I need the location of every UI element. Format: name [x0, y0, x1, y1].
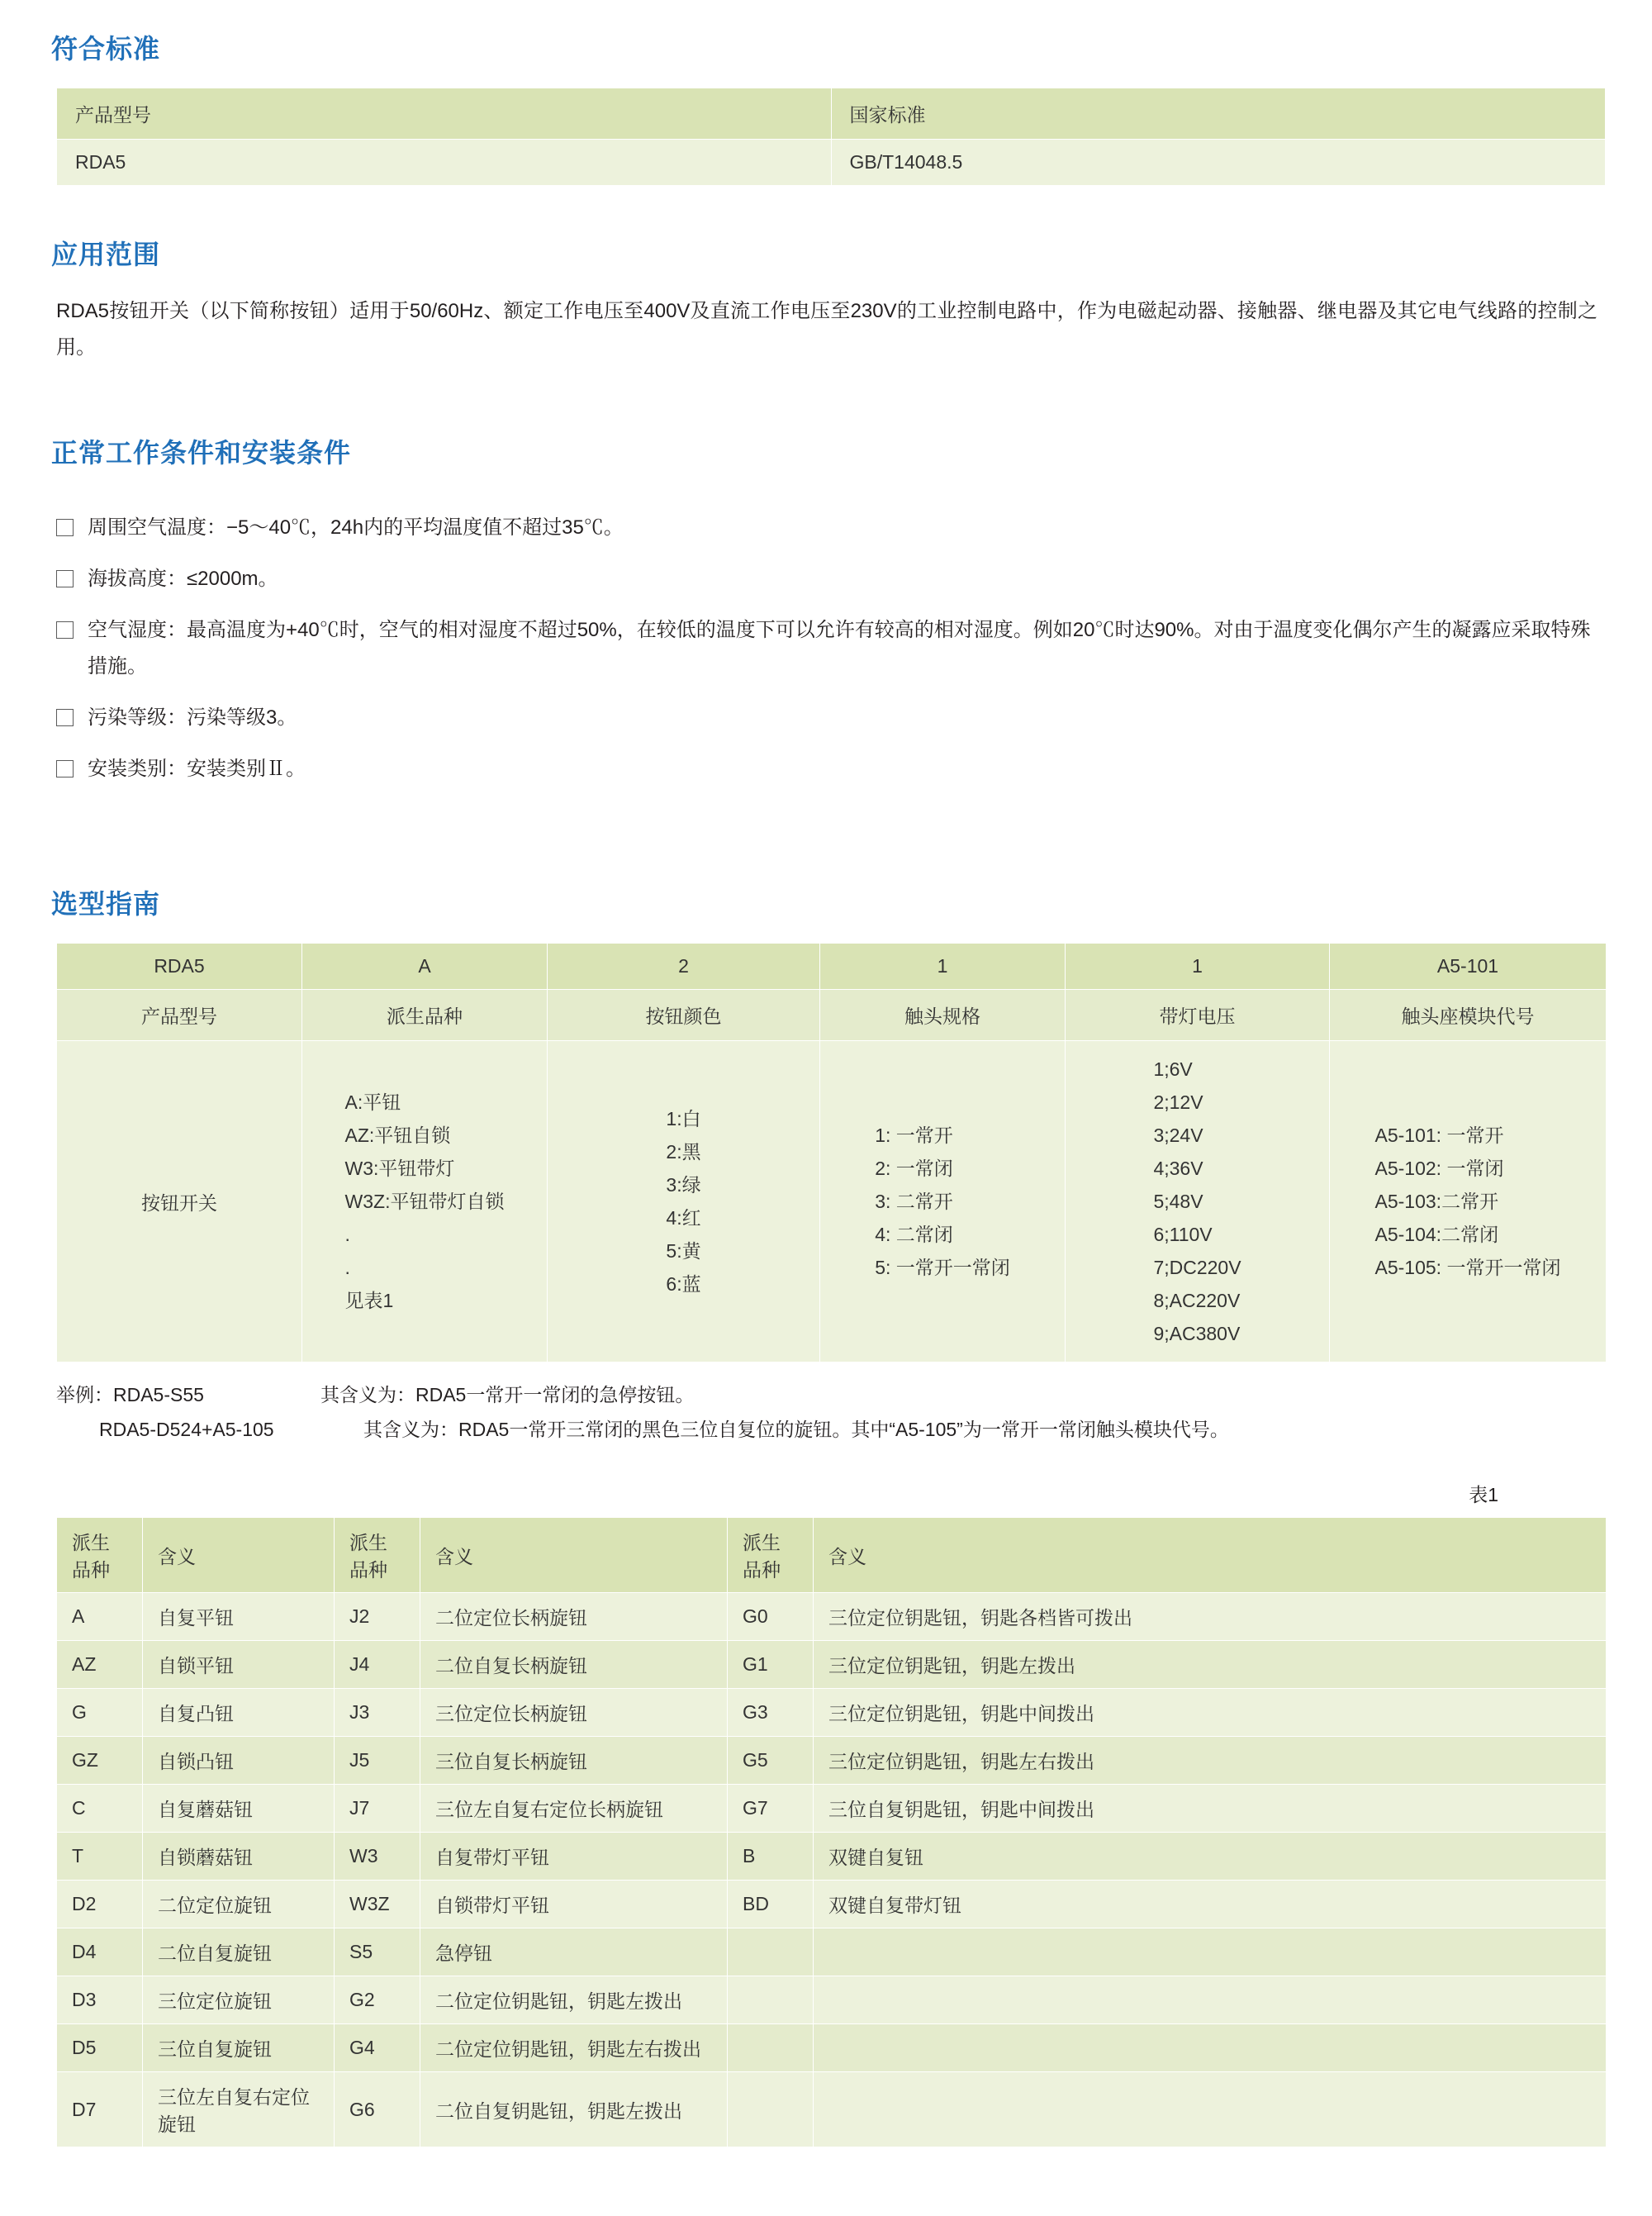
standards-header-standard: 国家标准 [831, 88, 1606, 140]
table-row [57, 1689, 1607, 1737]
list-item [56, 700, 1601, 736]
examples-block [56, 1377, 1601, 1447]
standards-value-standard: GB/T14048.5 [831, 140, 1606, 186]
condition-text: 周围空气温度：−5～40℃，24h内的平均温度值不超过35℃。 [88, 516, 624, 539]
deriv-cell: C [57, 1785, 143, 1833]
table-row [57, 1641, 1607, 1689]
table-row [57, 140, 1606, 186]
deriv-cell: BD [728, 1881, 814, 1928]
table-row [57, 1737, 1607, 1785]
deriv-cell: 双键自复钮 [814, 1833, 1607, 1881]
checkbox-icon [56, 760, 74, 778]
checkbox-icon [56, 519, 74, 536]
guide-code-5: A5-101 [1330, 944, 1607, 990]
table-row [57, 88, 1606, 140]
list-item [56, 612, 1601, 685]
deriv-header-5: 含义 [814, 1518, 1607, 1593]
deriv-cell [728, 2024, 814, 2072]
guide-code-4: 1 [1066, 944, 1330, 990]
guide-detail-contact [820, 1041, 1066, 1362]
table-row [57, 1593, 1607, 1641]
list-item: A5-103:二常开 [1374, 1191, 1499, 1212]
deriv-cell: 三位定位钥匙钮，钥匙各档皆可拨出 [814, 1593, 1607, 1641]
list-item: 4;36V [1153, 1158, 1203, 1179]
deriv-cell [814, 1928, 1607, 1976]
deriv-cell: G6 [335, 2072, 420, 2147]
guide-detail-voltage-list [1153, 1053, 1241, 1350]
deriv-cell: D5 [57, 2024, 143, 2072]
list-item: A5-101: 一常开 [1374, 1125, 1504, 1146]
guide-label-0: 产品型号 [57, 990, 302, 1041]
list-item: 2:黑 [666, 1141, 701, 1163]
example-meaning: 其含义为：RDA5一常开一常闭的急停按钮。 [320, 1384, 695, 1405]
deriv-cell: GZ [57, 1737, 143, 1785]
deriv-cell: 三位自复旋钮 [143, 2024, 335, 2072]
deriv-cell: 三位左自复右定位长柄旋钮 [420, 1785, 728, 1833]
checkbox-icon [56, 570, 74, 587]
list-item: 5:黄 [666, 1240, 701, 1262]
table-row [57, 1881, 1607, 1928]
deriv-cell: G7 [728, 1785, 814, 1833]
deriv-cell: 自复带灯平钮 [420, 1833, 728, 1881]
deriv-cell: 三位定位钥匙钮，钥匙左右拨出 [814, 1737, 1607, 1785]
list-item [56, 561, 1601, 597]
deriv-cell [728, 1976, 814, 2024]
spacer [51, 802, 1601, 850]
standards-value-model: RDA5 [57, 140, 832, 186]
example-row [56, 1377, 1601, 1412]
deriv-cell: D2 [57, 1881, 143, 1928]
deriv-cell: 三位定位长柄旋钮 [420, 1689, 728, 1737]
deriv-cell: 自复平钮 [143, 1593, 335, 1641]
deriv-cell: J4 [335, 1641, 420, 1689]
guide-code-2: 2 [548, 944, 820, 990]
list-item: 3;24V [1153, 1125, 1203, 1146]
list-item: . [344, 1257, 350, 1278]
section-title-standards: 符合标准 [51, 34, 161, 64]
spacer [51, 186, 1601, 234]
guide-label-1: 派生品种 [302, 990, 548, 1041]
section-title-conditions: 正常工作条件和安装条件 [51, 438, 352, 468]
deriv-cell: W3 [335, 1833, 420, 1881]
deriv-cell: 三位左自复右定位旋钮 [143, 2072, 335, 2147]
deriv-cell: J7 [335, 1785, 420, 1833]
conditions-list [51, 510, 1601, 787]
deriv-cell: J5 [335, 1737, 420, 1785]
standards-table [56, 88, 1606, 186]
list-item: 1:白 [666, 1108, 701, 1129]
list-item: 5;48V [1153, 1191, 1203, 1212]
deriv-cell [728, 2072, 814, 2147]
deriv-cell: J3 [335, 1689, 420, 1737]
list-item: 4: 二常闭 [875, 1224, 953, 1245]
list-item: 3: 二常开 [875, 1191, 953, 1212]
list-item: A5-104:二常闭 [1374, 1224, 1499, 1245]
list-item: 2;12V [1153, 1091, 1203, 1113]
derivative-table [56, 1517, 1607, 2147]
deriv-cell: G4 [335, 2024, 420, 2072]
deriv-cell: A [57, 1593, 143, 1641]
deriv-cell: 自复凸钮 [143, 1689, 335, 1737]
list-item: 1: 一常开 [875, 1125, 953, 1146]
deriv-cell [814, 1976, 1607, 2024]
guide-detail-voltage [1066, 1041, 1330, 1362]
list-item: 4:红 [666, 1207, 701, 1229]
guide-label-2: 按钮颜色 [548, 990, 820, 1041]
example-label: RDA5-D524+A5-105 [99, 1419, 274, 1440]
guide-detail-contact-list [875, 1119, 1010, 1284]
deriv-cell: 自锁带灯平钮 [420, 1881, 728, 1928]
guide-detail-color-list [666, 1102, 700, 1301]
deriv-cell: 二位自复长柄旋钮 [420, 1641, 728, 1689]
list-item: A:平钮 [344, 1091, 401, 1113]
list-item: AZ:平钮自锁 [344, 1125, 451, 1146]
checkbox-icon [56, 621, 74, 639]
list-item: 2: 一常闭 [875, 1158, 953, 1179]
list-item [56, 751, 1601, 787]
deriv-cell: 二位定位旋钮 [143, 1881, 335, 1928]
deriv-header-0: 派生品种 [57, 1518, 143, 1593]
standards-header-model: 产品型号 [57, 88, 832, 140]
list-item: . [344, 1224, 350, 1245]
deriv-cell: G [57, 1689, 143, 1737]
deriv-cell: W3Z [335, 1881, 420, 1928]
guide-code-3: 1 [820, 944, 1066, 990]
deriv-cell: 二位自复钥匙钮，钥匙左拨出 [420, 2072, 728, 2147]
list-item: 6;110V [1153, 1224, 1213, 1245]
guide-detail-derivative-list [345, 1086, 505, 1317]
table-row [57, 1928, 1607, 1976]
guide-detail-module-list [1375, 1119, 1561, 1284]
table-row [57, 990, 1607, 1041]
deriv-cell: G0 [728, 1593, 814, 1641]
list-item: 8;AC220V [1153, 1290, 1241, 1311]
deriv-cell: G3 [728, 1689, 814, 1737]
guide-code-1: A [302, 944, 548, 990]
list-item: 7;DC220V [1153, 1257, 1241, 1278]
deriv-cell: 急停钮 [420, 1928, 728, 1976]
list-item: 1;6V [1153, 1058, 1193, 1080]
condition-text: 海拔高度：≤2000m。 [88, 568, 278, 590]
deriv-header-3: 含义 [420, 1518, 728, 1593]
guide-label-3: 触头规格 [820, 990, 1066, 1041]
deriv-cell: 双键自复带灯钮 [814, 1881, 1607, 1928]
table-row [57, 1785, 1607, 1833]
deriv-header-1: 含义 [143, 1518, 335, 1593]
spacer [51, 414, 1601, 432]
deriv-cell: 三位定位钥匙钮，钥匙中间拨出 [814, 1689, 1607, 1737]
deriv-cell: G1 [728, 1641, 814, 1689]
table-row [57, 1833, 1607, 1881]
deriv-cell: 三位自复钥匙钮，钥匙中间拨出 [814, 1785, 1607, 1833]
table-caption: 表1 [1469, 1484, 1498, 1505]
list-item: 9;AC380V [1153, 1323, 1241, 1344]
table-row [57, 2024, 1607, 2072]
guide-detail-derivative [302, 1041, 548, 1362]
deriv-cell: B [728, 1833, 814, 1881]
list-item: 5: 一常开一常闭 [875, 1257, 1010, 1278]
section-title-scope: 应用范围 [51, 240, 161, 269]
condition-text: 污染等级：污染等级3。 [88, 706, 297, 729]
example-label: 举例：RDA5-S55 [56, 1384, 204, 1405]
spacer [51, 366, 1601, 414]
condition-text: 安装类别：安装类别Ⅱ。 [88, 758, 306, 780]
list-item: 6:蓝 [666, 1273, 701, 1295]
deriv-cell: 二位定位钥匙钮，钥匙左右拨出 [420, 2024, 728, 2072]
list-item: A5-105: 一常开一常闭 [1374, 1257, 1561, 1278]
guide-label-5: 触头座模块代号 [1330, 990, 1607, 1041]
spacer [51, 492, 1601, 510]
table-row [57, 2072, 1607, 2147]
deriv-cell [814, 2024, 1607, 2072]
list-item: A5-102: 一常闭 [1374, 1158, 1504, 1179]
deriv-cell: D4 [57, 1928, 143, 1976]
deriv-cell: 自复蘑菇钮 [143, 1785, 335, 1833]
deriv-cell: 三位定位钥匙钮，钥匙左拨出 [814, 1641, 1607, 1689]
list-item: 见表1 [344, 1290, 394, 1311]
deriv-header-2: 派生品种 [335, 1518, 420, 1593]
deriv-cell: J2 [335, 1593, 420, 1641]
example-row [56, 1412, 1601, 1447]
guide-detail-color [548, 1041, 820, 1362]
guide-label-4: 带灯电压 [1066, 990, 1330, 1041]
deriv-cell: 自锁蘑菇钮 [143, 1833, 335, 1881]
deriv-cell: 自锁平钮 [143, 1641, 335, 1689]
guide-code-0: RDA5 [57, 944, 302, 990]
condition-text: 空气湿度：最高温度为+40℃时，空气的相对湿度不超过50%，在较低的温度下可以允许有较高的相对湿度。例如20℃时达90%。对由于温度变化偶尔产生的凝露应采取特殊措施。 [88, 619, 1591, 678]
deriv-cell [728, 1928, 814, 1976]
scope-paragraph: RDA5按钮开关（以下简称按钮）适用于50/60Hz、额定工作电压至400V及直流工作电压至230V的工业控制电路中，作为电磁起动器、接触器、继电器及其它电气线路的控制之用。 [56, 300, 1597, 359]
list-item: W3Z:平钮带灯自锁 [344, 1191, 505, 1212]
spacer [51, 850, 1601, 883]
table-row [57, 944, 1607, 990]
table-row [57, 1518, 1607, 1593]
deriv-cell [814, 2072, 1607, 2147]
deriv-cell: 自锁凸钮 [143, 1737, 335, 1785]
deriv-cell: G5 [728, 1737, 814, 1785]
deriv-cell: 二位定位钥匙钮，钥匙左拨出 [420, 1976, 728, 2024]
checkbox-icon [56, 709, 74, 726]
deriv-cell: 三位自复长柄旋钮 [420, 1737, 728, 1785]
deriv-cell: G2 [335, 1976, 420, 2024]
deriv-cell: D7 [57, 2072, 143, 2147]
derivative-table-body [57, 1518, 1607, 2147]
table-row [57, 1976, 1607, 2024]
example-meaning: 其含义为：RDA5一常开三常闭的黑色三位自复位的旋钮。其中“A5-105”为一常开一常闭触头模块代号。 [363, 1419, 1229, 1440]
list-item: 3:绿 [666, 1174, 701, 1196]
deriv-cell: 三位定位旋钮 [143, 1976, 335, 2024]
guide-detail-module [1330, 1041, 1607, 1362]
deriv-header-4: 派生品种 [728, 1518, 814, 1593]
deriv-cell: D3 [57, 1976, 143, 2024]
table-row [57, 1041, 1607, 1362]
deriv-cell: S5 [335, 1928, 420, 1976]
deriv-cell: AZ [57, 1641, 143, 1689]
deriv-cell: 二位定位长柄旋钮 [420, 1593, 728, 1641]
section-title-guide: 选型指南 [51, 889, 161, 919]
list-item: W3:平钮带灯 [344, 1158, 455, 1179]
list-item [56, 510, 1601, 546]
deriv-cell: 二位自复旋钮 [143, 1928, 335, 1976]
selection-guide-table [56, 943, 1607, 1362]
guide-detail-product: 按钮开关 [57, 1041, 302, 1362]
deriv-cell: T [57, 1833, 143, 1881]
